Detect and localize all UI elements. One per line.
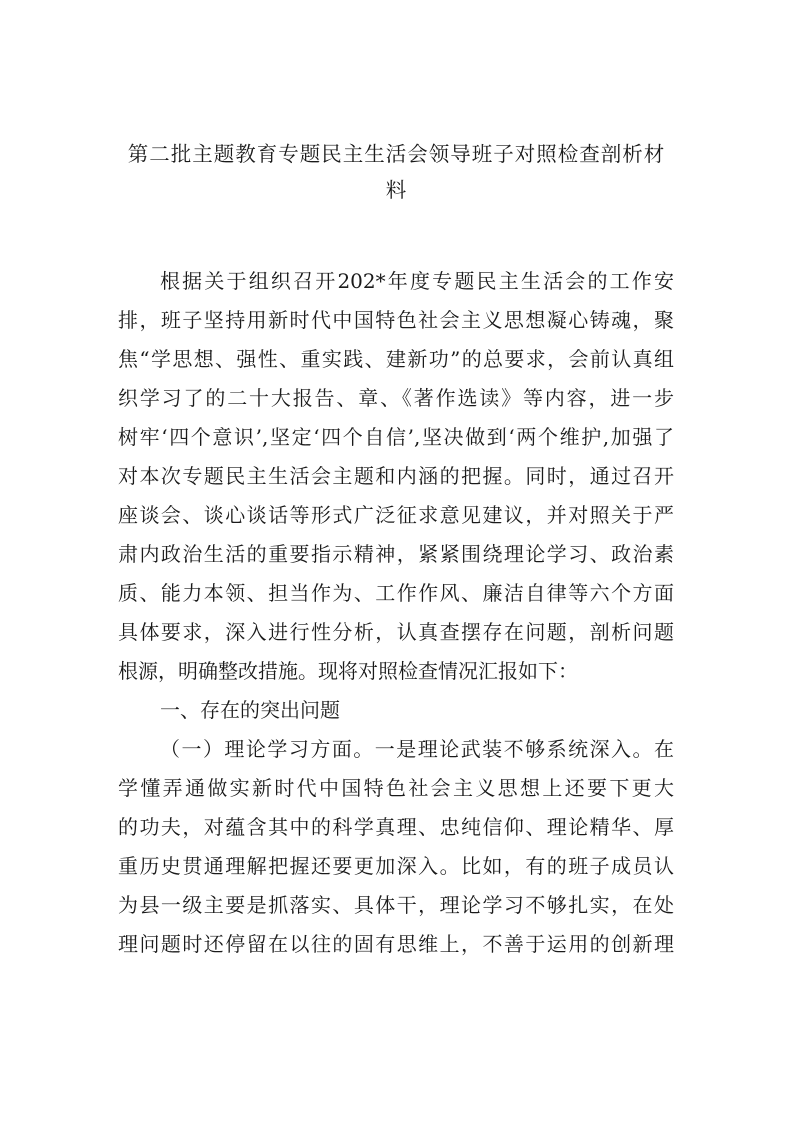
paragraph-2-line: （一）理论学习方面。一是理论武装不够系统深入。在 (160, 737, 674, 761)
paragraph-1-line: 质、能力本领、担当作为、工作作风、廉洁自律等六个方面 (118, 581, 674, 605)
paragraph-2-line: 为县一级主要是抓落实、具体干，理论学习不够扎实，在处 (118, 893, 674, 917)
paragraph-1-line: 织学习了的二十大报告、章、《著作选读》等内容，进一步 (118, 386, 674, 410)
title-line-1: 第二批主题教育专题民主生活会领导班子对照检查剖析材 (127, 142, 666, 166)
paragraph-1-line: 树牢‘四个意识’,坚定‘四个自信’,坚决做到‘两个维护,加强了 (118, 425, 674, 449)
paragraph-1-line: 根源，明确整改措施。现将对照检查情况汇报如下： (118, 659, 578, 683)
paragraph-1-line: 肃内政治生活的重要指示精神，紧紧围绕理论学习、政治素 (118, 542, 674, 566)
paragraph-1-line: 对本次专题民主生活会主题和内涵的把握。同时，通过召开 (118, 464, 674, 488)
paragraph-1-line: 具体要求，深入进行性分析，认真查摆存在问题，剖析问题 (118, 620, 674, 644)
document-title (120, 136, 673, 208)
paragraph-2-line: 学懂弄通做实新时代中国特色社会主义思想上还要下更大 (118, 776, 674, 800)
paragraph-1-line: 座谈会、谈心谈话等形式广泛征求意见建议，并对照关于严 (118, 503, 674, 527)
paragraph-1-line: 焦“学思想、强性、重实践、建新功”的总要求，会前认真组 (118, 347, 674, 371)
paragraph-1-line: 排，班子坚持用新时代中国特色社会主义思想凝心铸魂，聚 (118, 308, 674, 332)
paragraph-2-line: 重历史贯通理解把握还要更加深入。比如，有的班子成员认 (118, 854, 674, 878)
paragraph-2-line: 理问题时还停留在以往的固有思维上，不善于运用的创新理 (118, 932, 674, 956)
title-line-2: 料 (385, 178, 408, 202)
paragraph-1-line: 根据关于组织召开202*年度专题民主生活会的工作安 (160, 269, 674, 293)
paragraph-2-line: 的功夫，对蕴含其中的科学真理、忠纯信仰、理论精华、厚 (118, 815, 674, 839)
section-heading: 一、存在的突出问题 (160, 698, 340, 722)
